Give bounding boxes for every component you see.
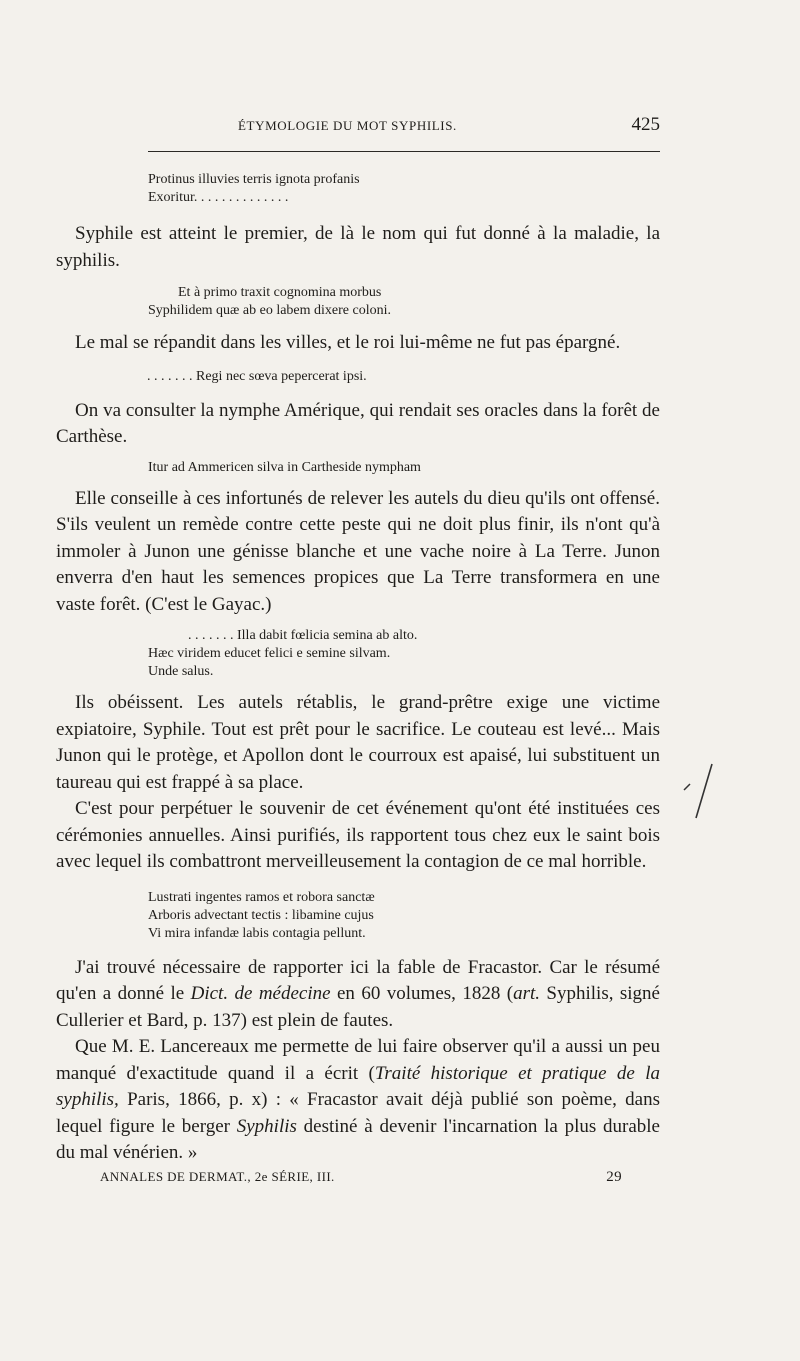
page-footer — [100, 1169, 622, 1191]
verse-quote — [147, 368, 660, 386]
verse-line: Itur ad Ammericen silva in Cartheside nympham — [148, 459, 421, 475]
header-rule — [148, 151, 660, 152]
text-run-italic: art. — [513, 983, 540, 1004]
paragraph — [56, 955, 660, 1035]
verse-quote — [148, 889, 660, 943]
sheet-signature: 29 — [606, 1169, 622, 1185]
body-text — [56, 171, 660, 1167]
paragraph: Le mal se répandit dans les villes, et le roi lui-même ne fut pas épargné. — [75, 332, 621, 353]
text-run: J'ai trouvé nécessaire de rapporter ici la fable de Fracastor. Car le résumé qu'en a donné le — [56, 956, 660, 1004]
handwritten-slash-mark — [680, 760, 730, 830]
verse-quote — [148, 459, 660, 477]
text-run-italic: Syphilis — [236, 1115, 297, 1137]
text-run: en 60 volumes, 1828 ( — [330, 983, 514, 1004]
paragraph: Ils obéissent. Les autels rétablis, le grand-prêtre exige une victime expiatoire, Syphile. Tout est prêt pour le sacrifice. Le couteau est levé... Mais Junon qui le protège, et Apollon dont le courroux est apaisé, lui substituent un taureau qui est frappé à sa place. — [56, 692, 660, 793]
running-title: ÉTYMOLOGIE DU MOT SYPHILIS. — [238, 118, 457, 133]
verse-line: Arboris advectant tectis : libamine cujus — [148, 907, 374, 923]
verse-line: . . . . . . . Illa dabit fœlicia semina ab alto. — [188, 628, 418, 643]
paragraph — [56, 1034, 660, 1167]
text-run-italic: Dict. de médecine — [190, 983, 331, 1004]
paragraph: On va consulter la nymphe Amérique, qui rendait ses oracles dans la forêt de Carthèse. — [56, 399, 660, 447]
verse-line: Protinus illuvies terris ignota profanis — [148, 172, 360, 187]
paragraph: Syphile est atteint le premier, de là le nom qui fut donné à la maladie, la syphilis. — [56, 223, 660, 271]
journal-signature: ANNALES DE DERMAT., 2e SÉRIE, III. — [100, 1169, 335, 1184]
page-number: 425 — [631, 114, 660, 135]
verse-quote — [148, 171, 660, 207]
verse-line: Lustrati ingentes ramos et robora sanctæ — [148, 889, 375, 905]
verse-line: Syphilidem quæ ab eo labem dixere coloni. — [148, 303, 392, 318]
page-header — [60, 114, 660, 142]
text-run: Syphilis, signé Cullerier et Bard, p. 137) est plein de fautes. — [56, 983, 660, 1031]
verse-quote — [148, 627, 660, 681]
text-run: Paris, 1866, p. x) : « Fracastor avait déjà publié son poème, dans lequel figure le berger — [56, 1089, 660, 1137]
verse-line: Hæc viridem educet felici e semine silvam. — [148, 646, 391, 661]
paragraph: Elle conseille à ces infortunés de relever les autels du dieu qu'ils ont offensé. S'ils veulent un remède contre cette peste qui ne doit plus finir, ils n'ont qu'à immoler à Junon une génisse blanche et une vache noire à La Terre. Junon enverra d'en haut les semences propices que La Terre transformera en une vaste forêt. (C'est le Gayac.) — [56, 487, 660, 615]
text-run-italic: Traité historique et pratique de la syphilis, — [56, 1062, 660, 1110]
verse-line: . . . . . . . Regi nec sœva pepercerat ipsi. — [147, 368, 367, 384]
verse-quote — [148, 284, 660, 320]
verse-line: Exoritur. . . . . . . . . . . . . . — [148, 190, 289, 205]
paragraph: C'est pour perpétuer le souvenir de cet événement qu'ont été instituées ces cérémonies annuelles. Ainsi purifiés, ils rapportent tous chez eux le saint bois avec lequel ils combattront merveilleusement la contagion de ce mal horrible. — [56, 798, 660, 872]
verse-line: Unde salus. — [148, 664, 214, 679]
text-run: Que M. E. Lancereaux me permette de lui faire observer qu'il a aussi un peu manqué d'exactitude quand il a écrit ( — [56, 1036, 660, 1084]
verse-line: Et à primo traxit cognomina morbus — [178, 285, 382, 300]
text-run: destiné à devenir l'incarnation la plus durable du mal vénérien. » — [56, 1115, 660, 1163]
verse-line: Vi mira infandæ labis contagia pellunt. — [148, 925, 366, 941]
